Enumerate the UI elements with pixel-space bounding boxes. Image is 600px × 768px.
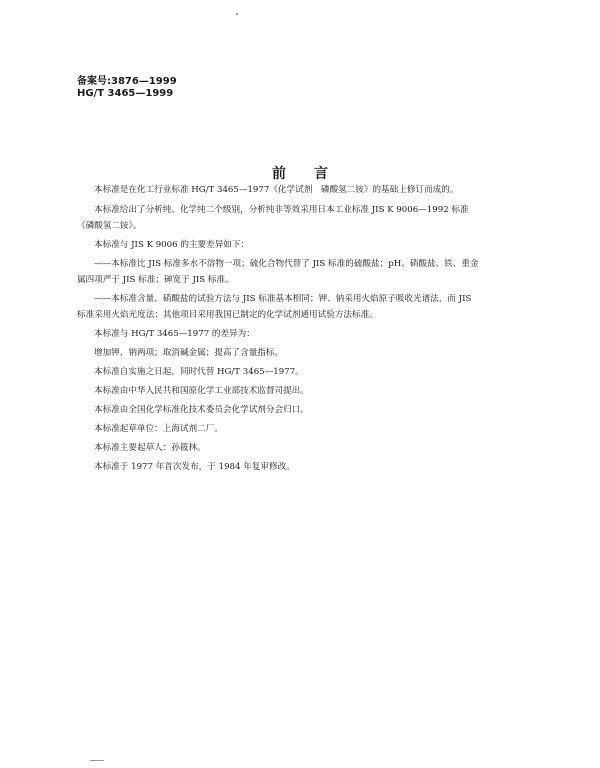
paragraph-line: 本标准主要起草人：孙筱林。 — [94, 443, 206, 453]
record-number: 备案号:3876—1999 — [77, 76, 177, 87]
paragraph-line: 增加钾、钠两项；取消碱金属；提高了含量指标。 — [94, 348, 284, 358]
paragraph-line: 标准采用火焰光度法；其他项目采用我国已制定的化学试剂通用试验方法标准。 — [77, 310, 378, 320]
standard-number: HG/T 3465—1999 — [77, 88, 174, 99]
paragraph-line: ——本标准含量、硝酸盐的试验方法与 JIS 标准基本相同；钾、钠采用火焰原子吸收光谱法，而 JIS — [94, 294, 472, 304]
paragraph-line: 本标准给出了分析纯、化学纯二个级别，分析纯非等效采用日本工业标准 JIS K 9006—1992 标准 — [94, 205, 469, 215]
paragraph-line: 本标准与 JIS K 9006 的主要差异如下： — [94, 240, 250, 250]
paragraph-line: 本标准由中华人民共和国原化学工业部技术监督司提出。 — [94, 386, 309, 396]
paragraph-line: 本标准是在化工行业标准 HG/T 3465—1977《化学试剂 磷酸氢二铵》的基础上修订而成的。 — [94, 185, 459, 195]
paragraph-line: 《磷酸氢二铵》。 — [77, 221, 142, 231]
paragraph-line: 本标准与 HG/T 3465—1977 的差异为： — [94, 329, 255, 339]
paragraph-line: 本标准由全国化学标准化技术委员会化学试剂分会归口。 — [94, 405, 309, 415]
paragraph-line: 本标准于 1977 年首次发布，于 1984 年复审修改。 — [94, 462, 295, 472]
scan-speck — [236, 13, 238, 15]
paragraph-line: 本标准自实施之日起，同时代替 HG/T 3465—1977。 — [94, 367, 304, 377]
page-title: 前言 — [272, 166, 356, 182]
paragraph-line: 属四项严于 JIS 标准；砷宽于 JIS 标准。 — [77, 275, 234, 285]
paragraph-line: ——本标准比 JIS 标准多水不溶物一项；硫化合物代替了 JIS 标准的硫酸盐；pH、硝酸盐、铁、重金 — [94, 259, 479, 269]
scan-edge-mark — [90, 760, 104, 761]
paragraph-line: 本标准起草单位：上海试剂二厂。 — [94, 424, 223, 434]
